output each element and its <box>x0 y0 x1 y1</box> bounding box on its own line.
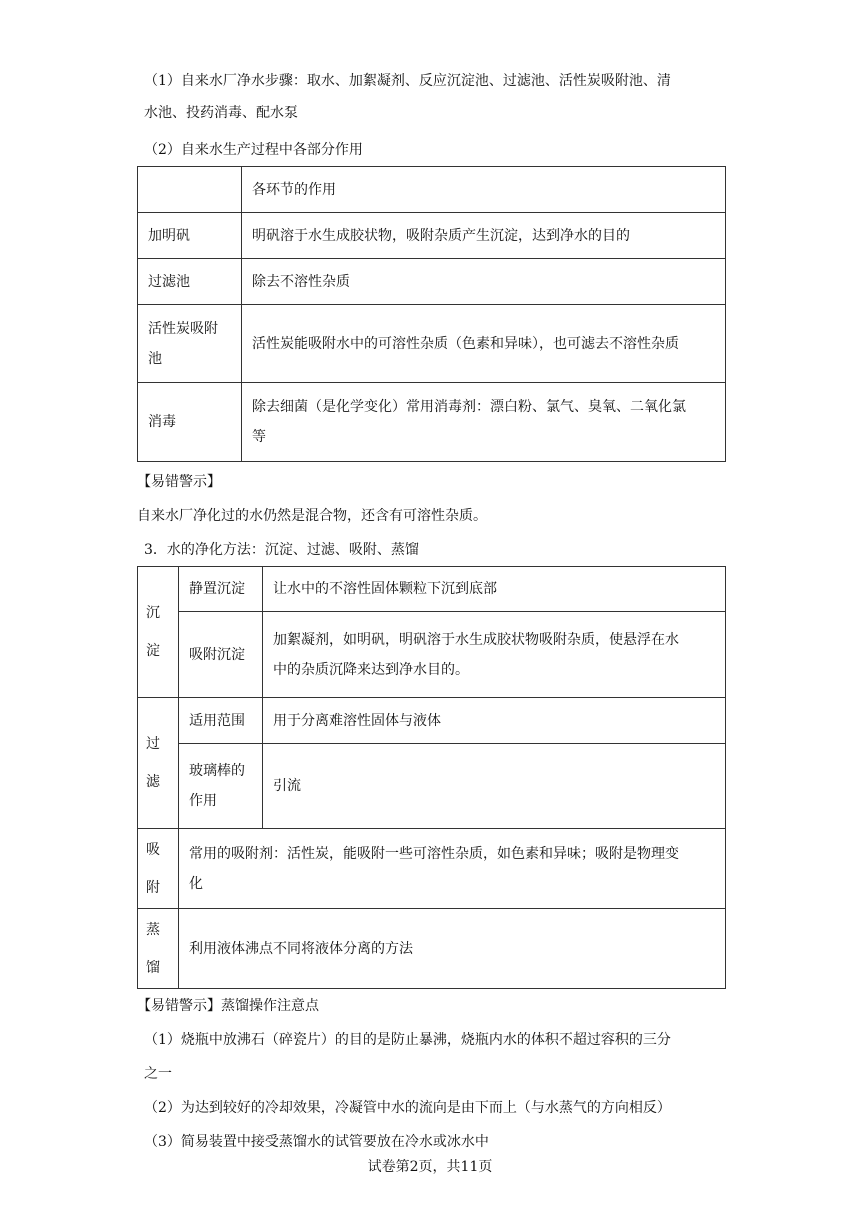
category-char: 附 <box>146 879 160 896</box>
table-cell-name: 过滤池 <box>138 259 242 305</box>
category-char: 馏 <box>146 959 160 976</box>
table-cell-desc: 用于分离难溶性固体与液体 <box>263 698 726 744</box>
table-cell-name-line2: 池 <box>148 350 162 367</box>
table-cell-name: 消毒 <box>138 383 242 462</box>
table-cell-name: 加明矾 <box>138 213 242 259</box>
table-cell-desc-line2: 化 <box>189 875 203 892</box>
table-cell-desc: 活性炭能吸附水中的可溶性杂质（色素和异味），也可滤去不溶性杂质 <box>242 305 726 383</box>
table-header-empty <box>138 167 242 213</box>
table-cell-desc-line2: 等 <box>252 429 266 445</box>
table-cell-desc <box>179 829 726 909</box>
warning-title: 【易错警示】 <box>137 474 221 490</box>
table-cell-sub: 适用范围 <box>179 698 263 744</box>
section-heading: 3．水的净化方法：沉淀、过滤、吸附、蒸馏 <box>144 542 419 558</box>
warning-distill-item1-line1: （1）烧瓶中放沸石（碎瓷片）的目的是防止暴沸，烧瓶内水的体积不超过容积的三分 <box>144 1032 671 1048</box>
category-cell-xifu <box>138 829 179 909</box>
warning-text: 自来水厂净化过的水仍然是混合物，还含有可溶性杂质。 <box>137 508 487 524</box>
table-cell-desc <box>242 383 726 462</box>
paragraph-table1-caption: （2）自来水生产过程中各部分作用 <box>144 142 363 158</box>
warning-distill-item1-line2: 之一 <box>144 1066 172 1082</box>
category-cell-zhengliu <box>138 909 179 989</box>
table-cell-sub-line1: 玻璃棒的 <box>189 763 245 779</box>
paragraph-steps-line1: （1）自来水厂净水步骤：取水、加絮凝剂、反应沉淀池、过滤池、活性炭吸附池、清 <box>144 73 671 89</box>
table-cell-desc-line2: 中的杂质沉降来达到净水目的。 <box>273 661 469 678</box>
table-row <box>138 829 726 909</box>
table-cell-desc <box>263 612 726 698</box>
category-char: 吸 <box>146 841 160 858</box>
table-row <box>138 305 726 383</box>
table-cell-desc: 利用液体沸点不同将液体分离的方法 <box>179 909 726 989</box>
table-cell-desc-line1: 除去细菌（是化学变化）常用消毒剂：漂白粉、氯气、臭氧、二氧化氯 <box>252 399 686 415</box>
table-row <box>138 567 726 612</box>
table-cell-sub: 吸附沉淀 <box>179 612 263 698</box>
warning-distill-item2: （2）为达到较好的冷却效果，冷凝管中水的流向是由下而上（与水蒸气的方向相反） <box>144 1100 671 1116</box>
table-row <box>138 612 726 698</box>
purification-process-table <box>137 166 726 462</box>
paragraph-steps-line2: 水池、投药消毒、配水泵 <box>144 105 298 121</box>
table-cell-name <box>138 305 242 383</box>
category-cell-chendian <box>138 567 179 698</box>
table-cell-desc-line1: 加絮凝剂，如明矾，明矾溶于水生成胶状物吸附杂质，使悬浮在水 <box>273 631 679 648</box>
category-char: 过 <box>146 736 160 752</box>
table-cell-sub <box>179 744 263 829</box>
table-cell-name-line1: 活性炭吸附 <box>148 320 218 337</box>
table-cell-sub: 静置沉淀 <box>179 567 263 612</box>
table-cell-desc-line1: 常用的吸附剂：活性炭，能吸附一些可溶性杂质，如色素和异味；吸附是物理变 <box>189 845 679 862</box>
table-cell-desc: 引流 <box>263 744 726 829</box>
table-cell-sub-line2: 作用 <box>189 793 217 809</box>
table-row <box>138 909 726 989</box>
warning-distill-item3: （3）简易装置中接受蒸馏水的试管要放在冷水或冰水中 <box>144 1134 489 1150</box>
table-cell-desc: 明矾溶于水生成胶状物，吸附杂质产生沉淀，达到净水的目的 <box>242 213 726 259</box>
warning-distill-title: 【易错警示】蒸馏操作注意点 <box>137 998 319 1014</box>
table-row <box>138 383 726 462</box>
category-char: 淀 <box>146 643 160 659</box>
category-char: 沉 <box>146 605 160 621</box>
table-row <box>138 698 726 744</box>
category-cell-guolv <box>138 698 179 829</box>
table-row <box>138 744 726 829</box>
category-char: 蒸 <box>146 921 160 938</box>
table-row <box>138 259 726 305</box>
purification-methods-table <box>137 566 726 989</box>
table-row <box>138 167 726 213</box>
page-footer: 试卷第2页，共11页 <box>367 1159 493 1175</box>
table-cell-desc: 让水中的不溶性固体颗粒下沉到底部 <box>263 567 726 612</box>
category-char: 滤 <box>146 774 160 790</box>
table-cell-desc: 除去不溶性杂质 <box>242 259 726 305</box>
table-header-function: 各环节的作用 <box>242 167 726 213</box>
table-row <box>138 213 726 259</box>
